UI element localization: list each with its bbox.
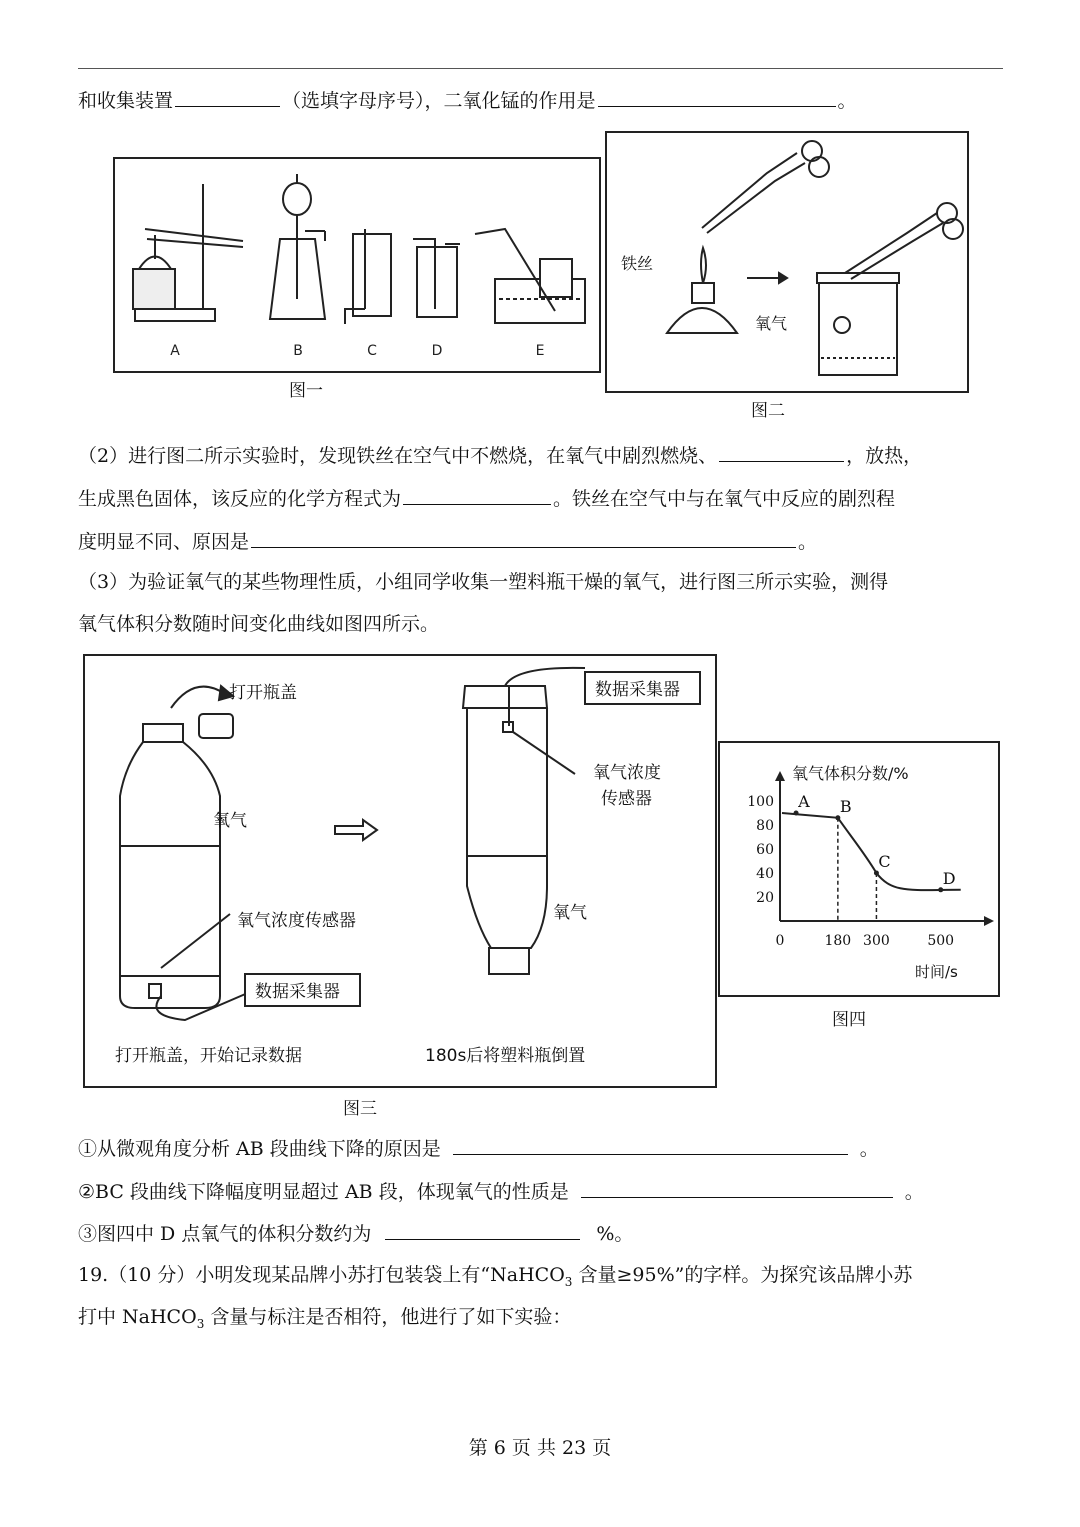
- chart-point: [874, 871, 879, 876]
- sub-question-3-text: ③图四中 D 点氧气的体积分数约为: [78, 1223, 372, 1245]
- answer-blank[interactable]: [251, 527, 796, 548]
- answer-blank[interactable]: [598, 86, 836, 107]
- chart-point: [938, 887, 943, 892]
- figure-3-collector-right-label: 数据采集器: [595, 680, 680, 700]
- answer-blank[interactable]: [719, 441, 844, 462]
- sub-question-2: [78, 1177, 924, 1205]
- figure-3-sensor-left-label: 氧气浓度传感器: [237, 911, 356, 931]
- answer-blank[interactable]: [403, 484, 551, 505]
- q19-text-1a: 19.（10 分）小明发现某品牌小苏打包装袋上有“NaHCO: [78, 1264, 565, 1286]
- q2-text-1a: （2）进行图二所示实验时，发现铁丝在空气中不燃烧，在氧气中剧烈燃烧、: [78, 445, 718, 467]
- figure-2-box: [605, 131, 969, 393]
- figure-1-label-b: B: [293, 343, 303, 359]
- chart-y-tick-label: 40: [756, 866, 774, 882]
- line1-text-b: （选填字母序号），二氧化锰的作用是: [282, 90, 596, 112]
- q2-line-3: [78, 527, 817, 555]
- figure-3-caption-left: 打开瓶盖，开始记录数据: [115, 1046, 302, 1066]
- figure-2-caption: 图二: [751, 401, 785, 421]
- figure-3-box: [83, 654, 717, 1088]
- chart-point-label: C: [878, 852, 891, 871]
- q2-text-2a: 生成黑色固体，该反应的化学方程式为: [78, 488, 402, 510]
- answer-blank[interactable]: [453, 1134, 848, 1155]
- q19-line-1: [78, 1262, 912, 1295]
- page-footer: 第 6 页 共 23 页: [468, 1437, 612, 1459]
- figure-4-caption: 图四: [832, 1010, 866, 1030]
- q19-sub-2: 3: [196, 1316, 205, 1331]
- chart-point-label: B: [839, 796, 852, 816]
- chart-x-tick-label: 500: [927, 933, 955, 949]
- line1-text-a: 和收集装置: [78, 90, 174, 112]
- figure-3-collector-left-label: 数据采集器: [255, 982, 340, 1002]
- figure-3-collector-right: [585, 672, 700, 704]
- q2-line-1: [78, 441, 922, 469]
- answer-blank[interactable]: [385, 1219, 580, 1240]
- figure-3-collector-left: [245, 974, 360, 1006]
- q2-line-2: [78, 484, 895, 512]
- figure-2-label-oxygen: 氧气: [755, 314, 788, 333]
- chart-x-tick-label: 300: [863, 933, 890, 949]
- chart-x-arrow: [984, 916, 994, 926]
- chart-series-line: [782, 813, 961, 890]
- sub-question-3-end: %。: [596, 1223, 634, 1245]
- sub-question-2-end: 。: [904, 1181, 924, 1203]
- question-line-1: [78, 86, 857, 114]
- chart-x-tick-label: 0: [775, 933, 785, 949]
- q3-line-2: 氧气体积分数随时间变化曲线如图四所示。: [78, 613, 440, 635]
- sub-question-1-text: ①从微观角度分析 AB 段曲线下降的原因是: [78, 1138, 441, 1160]
- figure-3-oxygen-left-label: 氧气: [213, 811, 247, 831]
- chart-point-label: D: [942, 868, 956, 888]
- line1-text-c: 。: [837, 90, 857, 112]
- figure-1-label-a: A: [170, 343, 180, 359]
- chart-point-label: A: [798, 792, 810, 811]
- figure-1-box: [113, 157, 601, 373]
- q19-sub-1: 3: [564, 1274, 573, 1289]
- figure-3-sensor-right-label-1: 氧气浓度: [593, 763, 661, 783]
- figure-1-label-c: C: [367, 343, 377, 359]
- chart-x-tick-label: 180: [824, 933, 852, 949]
- figure-1-label-d: D: [431, 343, 443, 359]
- chart-y-tick-label: 80: [756, 818, 774, 834]
- q2-text-3b: 。: [798, 531, 818, 553]
- figure-3-oxygen-right-label: 氧气: [553, 903, 587, 923]
- q3-line-1: （3）为验证氧气的某些物理性质，小组同学收集一塑料瓶干燥的氧气，进行图三所示实验，测得: [78, 571, 889, 593]
- q19-text-1b: 含量≥95%”的字样。为探究该品牌小苏: [572, 1264, 913, 1286]
- figure-1-label-e: E: [535, 343, 545, 359]
- sub-question-3: [78, 1219, 633, 1247]
- figure-1-apparatus: [115, 159, 599, 371]
- header-rule: [78, 68, 1003, 69]
- figure-1-caption: 图一: [289, 381, 323, 401]
- chart-xlabel: 时间/s: [915, 963, 958, 981]
- figure-4-box: [718, 741, 1000, 997]
- q2-text-2b: 。铁丝在空气中与在氧气中反应的剧烈程: [553, 488, 896, 510]
- q19-text-2a: 打中 NaHCO: [78, 1306, 197, 1328]
- sub-question-1-end: 。: [859, 1138, 879, 1160]
- figure-3-sensor-right-label-2: 传感器: [601, 789, 652, 809]
- q2-text-3a: 度明显不同、原因是: [78, 531, 250, 553]
- sub-question-2-text: ②BC 段曲线下降幅度明显超过 AB 段，体现氧气的性质是: [78, 1181, 569, 1203]
- q19-line-2: [78, 1304, 571, 1337]
- chart-y-tick-label: 20: [756, 890, 774, 906]
- figure-2-label-wire: 铁丝: [621, 254, 654, 273]
- figure-3-open-cap-label: 打开瓶盖: [229, 683, 297, 703]
- figure-3-caption: 图三: [343, 1099, 377, 1119]
- chart-ylabel: 氧气体积分数/%: [792, 764, 909, 783]
- figure-2-apparatus: [607, 133, 967, 391]
- sub-question-1: [78, 1134, 879, 1162]
- chart-point: [835, 815, 840, 820]
- answer-blank[interactable]: [175, 86, 280, 107]
- figure-4-chart: [720, 743, 998, 995]
- chart-point: [794, 811, 799, 816]
- answer-blank[interactable]: [581, 1177, 893, 1198]
- q19-text-2b: 含量与标注是否相符，他进行了如下实验：: [204, 1306, 572, 1328]
- chart-y-arrow: [775, 771, 785, 781]
- q2-text-1b: ，放热，: [846, 445, 923, 467]
- figure-3-apparatus: [85, 656, 715, 1086]
- chart-y-tick-label: 100: [747, 794, 774, 810]
- chart-y-tick-label: 60: [756, 842, 774, 858]
- figure-3-caption-right: 180s后将塑料瓶倒置: [425, 1046, 586, 1066]
